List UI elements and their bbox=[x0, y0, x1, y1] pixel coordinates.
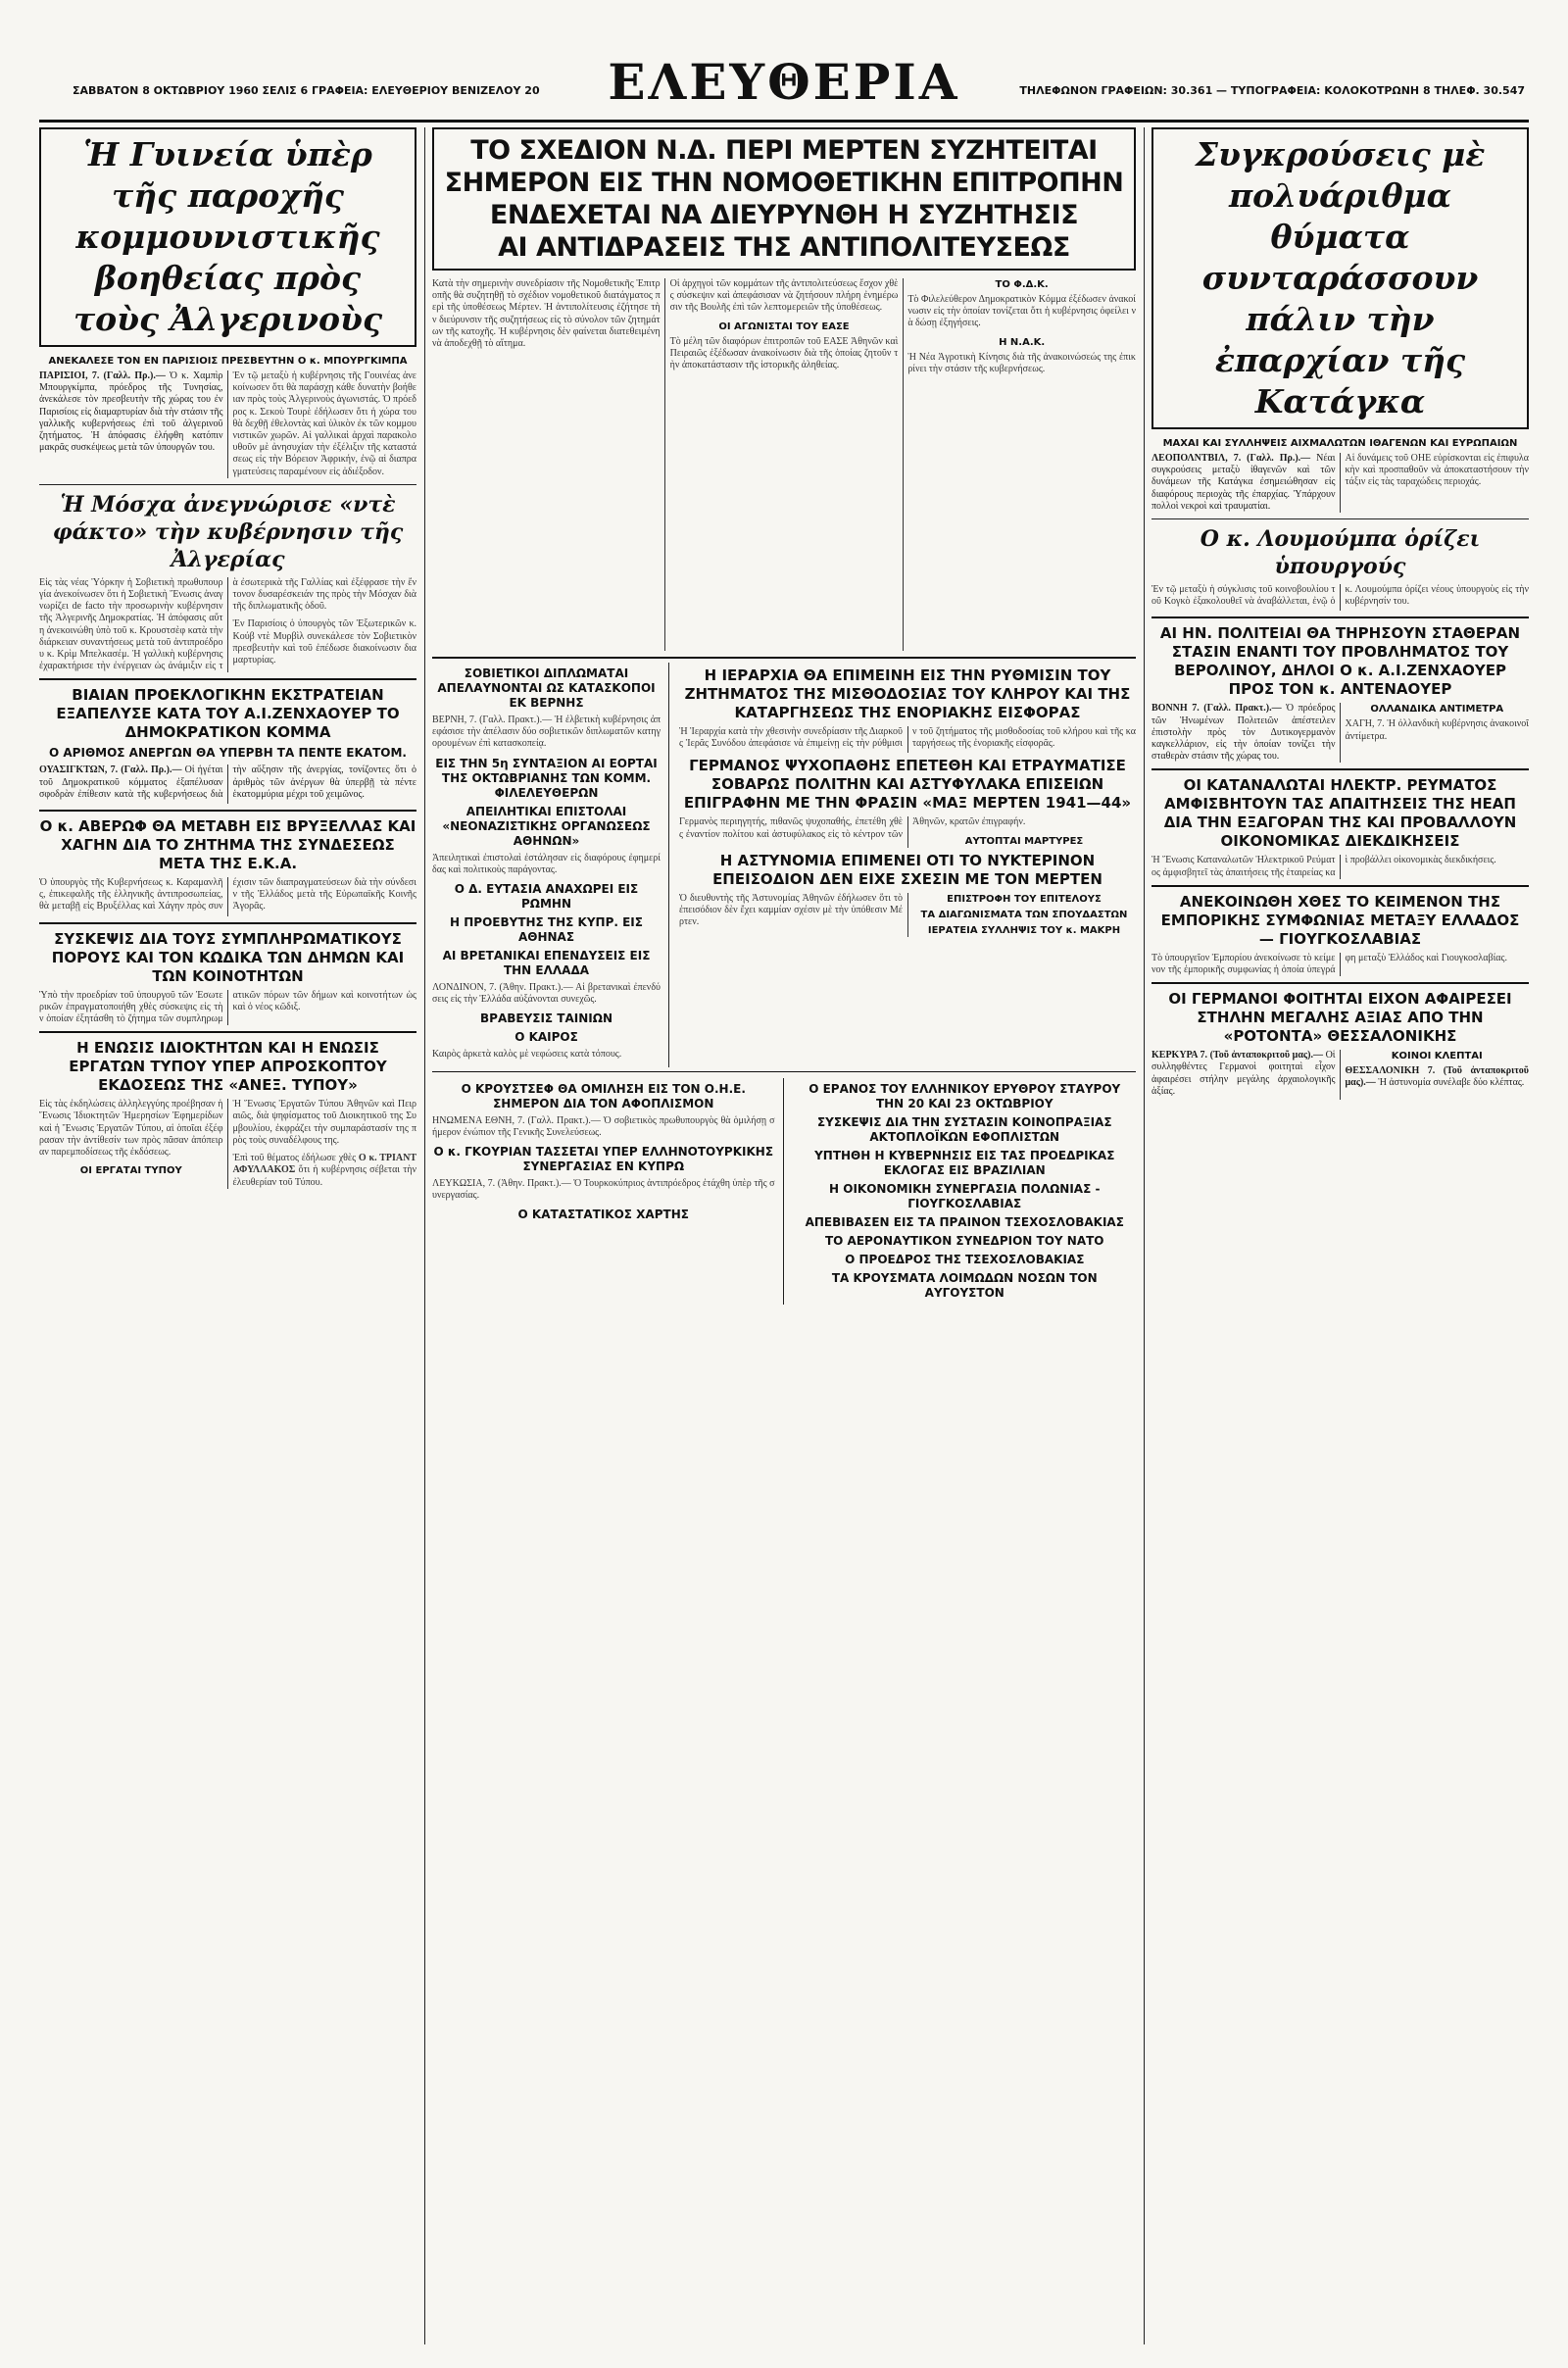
right-third-headline: ΑΙ ΗΝ. ΠΟΛΙΤΕΙΑΙ ΘΑ ΤΗΡΗΣΟΥΝ ΣΤΑΘΕΡΑΝ ΣΤΑΣΙΝ ΕΝΑΝΤΙ ΤΟΥ ΠΡΟΒΛΗΜΑΤΟΣ ΤΟΥ ΒΕΡΟΛΙΝΟΥ, ΔΗΛΟΙ Ο κ. Α.Ι.ΖΕΝΧΑΟΥΕΡ ΠΡΟΣ ΤΟΝ κ. ΑΝΤΕΝΑΟΥΕΡ bbox=[1159, 624, 1521, 699]
center-lead-line2: ΣΗΜΕΡΟΝ ΕΙΣ ΤΗΝ ΝΟΜΟΘΕΤΙΚΗΝ ΕΠΙΤΡΟΠΗΝ bbox=[444, 168, 1124, 198]
left-lead-dateline: ΠΑΡΙΣΙΟΙ, 7. (Γαλλ. Πρ.).— bbox=[39, 370, 166, 381]
left-byline: Ο κ. ΤΡΙΑΝΤΑΦΥΛΛΑΚΟΣ bbox=[232, 1153, 416, 1176]
masthead-phone-info: ΤΗΛΕΦΩΝΟΝ ΓΡΑΦΕΙΩΝ: 30.361 — ΤΥΠΟΓΡΑΦΕΙΑ: ΚΟΛΟΚΟΤΡΩΝΗ 8 ΤΗΛΕΦ. 30.547 bbox=[1019, 84, 1525, 97]
center-ierateia-headline: ΙΕΡΑΤΕΙΑ ΣΥΛΛΗΨΙΣ ΤΟΥ κ. ΜΑΚΡΗ bbox=[927, 924, 1121, 936]
center-diagonismata-headline: ΤΑ ΔΙΑΓΩΝΙΣΜΑΤΑ ΤΩΝ ΣΠΟΥΔΑΣΤΩΝ bbox=[920, 909, 1128, 920]
center-lead-body: Κατὰ τὴν σημερινὴν συνεδρίασιν τῆς Νομοθετικῆς Ἐπιτροπῆς θὰ συζητηθῇ τὸ σχέδιον νομοθετικοῦ διατάγματος περὶ τῆς ὑποθέσεως Μέρτεν. Ἡ ἀντιπολίτευσις ἐζήτησε τὴν διεύρυνσιν τῆς συζητήσεως εἰς τὸ σύνολον τῶν ζητημάτων τῆς κατοχῆς. Ἡ κυβέρνησις δὲν φαίνεται διατεθειμένη νὰ ἀποδεχθῇ τὸ αἴτημα. Οἱ ἀρχηγοὶ τῶν κομμάτων τῆς ἀντιπολιτεύσεως ἔσχον χθὲς σύσκεψιν καὶ ἀπεφάσισαν νὰ ζητήσουν πλήρη ἐνημέρωσιν τῆς Βουλῆς ἐπὶ τῶν λεπτομερειῶν τῆς ὑποθέσεως. ΟΙ ΑΓΩΝΙΣΤΑΙ ΤΟΥ ΕΑΣΕ Τὸ μέλη τῶν διαφόρων ἐπιτροπῶν τοῦ ΕΑΣΕ Ἀθηνῶν καὶ Πειραιῶς ἐξέδωσαν ἀνακοίνωσιν διὰ τῆς ὁποίας ζητοῦν τὴν ἀποκατάστασιν τῆς ἱστορικῆς ἀληθείας. ΤΟ Φ.Δ.Κ. Τὸ Φιλελεύθερον Δημοκρατικὸν Κόμμα ἐξέδωσεν ἀνακοίνωσιν εἰς τὴν ὁποίαν τονίζεται ὅτι ἡ κυβέρνησις ὀφείλει νὰ δώσῃ ἐξηγήσεις. Η Ν.Α.Κ. Ἡ Νέα Ἀγροτικὴ Κίνησις διὰ τῆς ἀνακοινώσεώς της ἐπικρίνει τὴν στάσιν τῆς κυβερνήσεως. bbox=[432, 278, 1136, 374]
masthead-date-info: ΣΑΒΒΑΤΟΝ 8 ΟΚΤΩΒΡΙΟΥ 1960 ΣΕΛΙΣ 6 ΓΡΑΦΕΙΑ: ΕΛΕΥΘΕΡΙΟΥ ΒΕΝΙΖΕΛΟΥ 20 bbox=[73, 84, 540, 97]
right-sixth-headline: ΑΝΕΚΟΙΝΩΘΗ ΧΘΕΣ ΤΟ ΚΕΙΜΕΝΟΝ ΤΗΣ ΕΜΠΟΡΙΚΗΣ ΣΥΜΦΩΝΙΑΣ ΜΕΤΑΞΥ ΕΛΛΑΔΟΣ — ΓΙΟΥΓΚΟΣΛΑΒΙΑΣ bbox=[1160, 892, 1520, 948]
right-lead-headline: Συγκρούσεις μὲ πολυάριθμα θύματα συνταράσσουν πάλιν τὴν ἐπαρχίαν τῆς Κατάγκα bbox=[1195, 135, 1486, 420]
center-kairos-headline: Ο ΚΑΙΡΟΣ bbox=[514, 1030, 578, 1045]
right-seventh-headline: ΟΙ ΓΕΡΜΑΝΟΙ ΦΟΙΤΗΤΑΙ ΕΙΧΟΝ ΑΦΑΙΡΕΣΕΙ ΣΤΗΛΗΝ ΜΕΓΑΛΗΣ ΑΞΙΑΣ ΑΠΟ ΤΗΝ «ΡΟΤΟΝΤΑ» ΘΕΣΣΑΛΟΝΙΚΗΣ bbox=[1168, 990, 1512, 1046]
right-fourth-subheadline: ΟΛΛΑΝΔΙΚΑ ΑΝΤΙΜΕΤΡΑ bbox=[1370, 704, 1504, 715]
masthead-rule bbox=[39, 120, 1529, 123]
right-lead-subheadline: ΜΑΧΑΙ ΚΑΙ ΣΥΛΛΗΨΕΙΣ ΑΙΧΜΑΛΩΤΩΝ ΙΘΑΓΕΝΩΝ ΚΑΙ ΕΥΡΩΠΑΙΩΝ bbox=[1162, 438, 1518, 449]
right-seventh-dateline: ΚΕΡΚΥΡΑ 7. (Τοῦ ἀνταποκριτοῦ μας).— bbox=[1152, 1050, 1323, 1061]
right-column bbox=[1152, 127, 1529, 2344]
mid-kroismata-headline: ΤΑ ΚΡΟΥΣΜΑΤΑ ΛΟΙΜΩΔΩΝ ΝΟΣΩΝ ΤΟΝ ΑΥΓΟΥΣΤΟΝ bbox=[831, 1270, 1098, 1300]
right-lead-dateline: ΛΕΟΠΟΛΝΤΒΙΛ, 7. (Γαλλ. Πρ.).— bbox=[1152, 453, 1311, 464]
right-third-dateline: ΒΟΝΝΗ 7. (Γαλλ. Πρακτ.).— bbox=[1152, 703, 1282, 715]
center-lower-band: Ο ΚΡΟΥΣΤΣΕΦ ΘΑ ΟΜΙΛΗΣΗ ΕΙΣ ΤΟΝ Ο.Η.Ε. ΣΗΜΕΡΟΝ ΔΙΑ ΤΟΝ ΑΦΟΠΛΙΣΜΟΝ ΗΝΩΜΕΝΑ ΕΘΝΗ, 7. (Γαλλ. Πρακτ.).— Ὁ σοβιετικὸς πρωθυπουργὸς θὰ ὁμιλήσῃ σήμερον ἐνώπιον τῆς Γενικῆς Συνελεύσεως. Ο κ. ΓΚΟΥΡΙΑΝ ΤΑΣΣΕΤΑΙ ΥΠΕΡ ΕΛΛΗΝΟΤΟΥΡΚΙΚΗΣ ΣΥΝΕΡΓΑΣΙΑΣ ΕΝ ΚΥΠΡΩ ΛΕΥΚΩΣΙΑ, 7. (Ἀθην. Πρακτ.).— Ὁ Τουρκοκύπριος ἀντιπρόεδρος ἐτάχθη ὑπὲρ τῆς συνεργασίας. Ο ΚΑΤΑΣΤΑΤΙΚΟΣ ΧΑΡΤΗΣ Ο ΕΡΑΝΟΣ ΤΟΥ ΕΛΛΗΝΙΚΟΥ ΕΡΥΘΡΟΥ ΣΤΑΥΡΟΥ ΤΗΝ 20 ΚΑΙ 23 ΟΚΤΩΒΡΙΟΥ ΣΥΣΚΕΨΙΣ ΔΙΑ ΤΗΝ ΣΥΣΤΑΣΙΝ ΚΟΙΝΟΠΡΑΞΙΑΣ ΑΚΤΟΠΛΟΪΚΩΝ ΕΦΟΠΛΙΣΤΩΝ ΥΠΤΗΘΗ Η ΚΥΒΕΡΝΗΣΙΣ ΕΙΣ ΤΑΣ ΠΡΟΕΔΡΙΚΑΣ ΕΚΛΟΓΑΣ ΕΙΣ ΒΡΑΖΙΛΙΑΝ Η ΟΙΚΟΝΟΜΙΚΗ ΣΥΝΕΡΓΑΣΙΑ ΠΟΛΩΝΙΑΣ - ΓΙΟΥΓΚΟΣΛΑΒΙΑΣ ΑΠΕΒΙΒΑΣΕΝ ΕΙΣ ΤΑ ΠΡΑΙΝΟΝ ΤΣΕΧΟΣΛΟΒΑΚΙΑΣ ΤΟ ΑΕΡΟΝΑΥΤΙΚΟΝ ΣΥΝΕΔΡΙΟΝ ΤΟΥ ΝΑΤΟ Ο ΠΡΟΕΔΡΟΣ ΤΗΣ ΤΣΕΧΟΣΛΟΒΑΚΙΑΣ ΤΑ ΚΡΟΥΣΜΑΤΑ ΛΟΙΜΩΔΩΝ ΝΟΣΩΝ ΤΟΝ ΑΥΓΟΥΣΤΟΝ bbox=[432, 1078, 1136, 1305]
left-lead-headline: Ἡ Γυινεία ὑπὲρ τῆς παροχῆς κομμουνιστικῆς βοηθείας πρὸς τοὺς Ἀλγερινοὺς bbox=[73, 135, 383, 338]
column-separator bbox=[424, 127, 425, 2344]
center-prwthevysa-headline: Η ΠΡΟΕΒΥΤΗΣ ΤΗΣ ΚΥΠΡ. ΕΙΣ ΑΘΗΝΑΣ bbox=[450, 915, 643, 945]
mid-oikonomiki-headline: Η ΟΙΚΟΝΟΜΙΚΗ ΣΥΝΕΡΓΑΣΙΑ ΠΟΛΩΝΙΑΣ - ΓΙΟΥΓΚΟΣΛΑΒΙΑΣ bbox=[829, 1181, 1101, 1210]
center-lead-line1: ΤΟ ΣΧΕΔΙΟΝ Ν.Δ. ΠΕΡΙ ΜΕΡΤΕΝ ΣΥΖΗΤΕΙΤΑΙ bbox=[470, 135, 1098, 166]
center-section-agonistai: ΟΙ ΑΓΩΝΙΣΤΑΙ ΤΟΥ ΕΑΣΕ bbox=[718, 321, 850, 332]
newspaper-title: ΕΛΕΥΘΕΡΙΑ bbox=[608, 53, 960, 111]
center-column bbox=[432, 127, 1136, 2344]
right-third-body: ΒΟΝΝΗ 7. (Γαλλ. Πρακτ.).— Ὁ πρόεδρος τῶν Ἡνωμένων Πολιτειῶν ἀπέστειλεν ἐπιστολὴν πρὸς τὸν Δυτικογερμανὸν καγκελλάριον, εἰς τὴν ὁποίαν τονίζει τὴν σταθερὰν στάσιν τῆς χώρας του. ΟΛΛΑΝΔΙΚΑ ΑΝΤΙΜΕΤΡΑ ΧΑΓΗ, 7. Ἡ ὀλλανδικὴ κυβέρνησις ἀνακοινοῖ ἀντίμετρα. bbox=[1152, 703, 1529, 763]
left-third-dateline: ΟΥΑΣΙΓΚΤΩΝ, 7. (Γαλλ. Πρ.).— bbox=[39, 765, 182, 776]
center-filevtheron-headline: ΕΙΣ ΤΗΝ 5η ΣΥΝΤΑΞΙΟΝ ΑΙ ΕΟΡΤΑΙ ΤΗΣ ΟΚΤΩΒΡΙΑΝΗΣ ΤΩΝ ΚΟΜΜ. ΦΙΛΕΛΕΥΘΕΡΩΝ bbox=[435, 756, 658, 800]
center-kroustsef-headline: Ο ΚΡΟΥΣΤΣΕΦ ΘΑ ΟΜΙΛΗΣΗ ΕΙΣ ΤΟΝ Ο.Η.Ε. ΣΗΜΕΡΟΝ ΔΙΑ ΤΟΝ ΑΦΟΠΛΙΣΜΟΝ bbox=[461, 1081, 746, 1110]
center-section-fdk: ΤΟ Φ.Δ.Κ. bbox=[995, 279, 1049, 290]
left-fifth-headline: ΣΥΣΚΕΨΙΣ ΔΙΑ ΤΟΥΣ ΣΥΜΠΛΗΡΩΜΑΤΙΚΟΥΣ ΠΟΡΟΥΣ ΚΑΙ ΤΟΝ ΚΩΔΙΚΑ ΤΩΝ ΔΗΜΩΝ ΚΑΙ ΤΩΝ ΚΟΙΝΟΤΗΤΩΝ bbox=[51, 929, 405, 985]
center-middle-band: ΣΟΒΙΕΤΙΚΟΙ ΔΙΠΛΩΜΑΤΑΙ ΑΠΕΛΑΥΝΟΝΤΑΙ ΩΣ ΚΑΤΑΣΚΟΠΟΙ ΕΚ ΒΕΡΝΗΣ ΒΕΡΝΗ, 7. (Γαλλ. Πρακτ.).— Ἡ ἐλβετικὴ κυβέρνησις ἀπεφάσισε τὴν ἀπέλασιν δύο σοβιετικῶν διπλωματῶν κατηγορουμένων ἐπὶ κατασκοπείᾳ. ΕΙΣ ΤΗΝ 5η ΣΥΝΤΑΞΙΟΝ ΑΙ ΕΟΡΤΑΙ ΤΗΣ ΟΚΤΩΒΡΙΑΝΗΣ ΤΩΝ ΚΟΜΜ. ΦΙΛΕΛΕΥΘΕΡΩΝ ΑΠΕΙΛΗΤΙΚΑΙ ΕΠΙΣΤΟΛΑΙ «ΝΕΟΝΑΖΙΣΤΙΚΗΣ ΟΡΓΑΝΩΣΕΩΣ ΑΘΗΝΩΝ» Ἀπειλητικαὶ ἐπιστολαὶ ἐστάλησαν εἰς διαφόρους ἐφημερίδας καὶ πολιτικοὺς παράγοντας. Ο Δ. ΕΥΤΑΣΙΑ ΑΝΑΧΩΡΕΙ ΕΙΣ ΡΩΜΗΝ Η ΠΡΟΕΒΥΤΗΣ ΤΗΣ ΚΥΠΡ. ΕΙΣ ΑΘΗΝΑΣ ΑΙ ΒΡΕΤΑΝΙΚΑΙ ΕΠΕΝΔΥΣΕΙΣ ΕΙΣ ΤΗΝ ΕΛΛΑΔΑ ΛΟΝΔΙΝΟΝ, 7. (Ἀθην. Πρακτ.).— Αἱ βρετανικαὶ ἐπενδύσεις εἰς τὴν Ἑλλάδα αὐξάνονται συνεχῶς. ΒΡΑΒΕΥΣΙΣ ΤΑΙΝΙΩΝ Ο ΚΑΙΡΟΣ Καιρὸς ἀρκετὰ καλὸς μὲ νεφώσεις κατὰ τόπους. Η ΙΕΡΑΡΧΙΑ ΘΑ ΕΠΙΜΕΙΝΗ ΕΙΣ ΤΗΝ ΡΥΘΜΙΣΙΝ ΤΟΥ ΖΗΤΗΜΑΤΟΣ ΤΗΣ ΜΙΣΘΟΔΟΣΙΑΣ ΤΟΥ ΚΛΗΡΟΥ ΚΑΙ ΤΗΣ ΚΑΤΑΡΓΗΣΕΩΣ ΤΗΣ ΕΝΟΡΙΑΚΗΣ ΕΙΣΦΟΡΑΣ Ἡ Ἱεραρχία κατὰ τὴν χθεσινὴν συνεδρίασιν τῆς Διαρκοῦς Ἱερᾶς Συνόδου ἀπεφάσισε νὰ ἐπιμείνῃ εἰς τὴν ρύθμισιν τοῦ ζητήματος τῆς μισθοδοσίας τοῦ κλήρου καὶ τῆς καταργήσεως τῆς ἐνοριακῆς εἰσφορᾶς. ΓΕΡΜΑΝΟΣ ΨΥΧΟΠΑΘΗΣ ΕΠΕΤΕΘΗ ΚΑΙ ΕΤΡΑΥΜΑΤΙΣΕ ΣΟΒΑΡΩΣ ΠΟΛΙΤΗΝ ΚΑΙ ΑΣΤΥΦΥΛΑΚΑ ΕΠΙΣΕΙΩΝ ΕΠΙΓΡΑΦΗΝ ΜΕ ΤΗΝ ΦΡΑΣΙΝ «ΜΑΞ ΜΕΡΤΕΝ 1941—44» Γερμανὸς περιηγητής, πιθανῶς ψυχοπαθής, ἐπετέθη χθὲς ἐναντίον πολίτου καὶ ἀστυφύλακος εἰς τὸ κέντρον τῶν Ἀθηνῶν, κρατῶν ἐπιγραφήν. ΑΥΤΟΠΤΑΙ ΜΑΡΤΥΡΕΣ Η ΑΣΤΥΝΟΜΙΑ ΕΠΙΜΕΝΕΙ ΟΤΙ ΤΟ ΝΥΚΤΕΡΙΝΟΝ ΕΠΕΙΣΟΔΙΟΝ ΔΕΝ ΕΙΧΕ ΣΧΕΣΙΝ ΜΕ ΤΟΝ ΜΕΡΤΕΝ Ὁ διευθυντὴς τῆς Ἀστυνομίας Ἀθηνῶν ἐδήλωσεν ὅτι τὸ ἐπεισόδιον δὲν ἔχει καμμίαν σχέσιν μὲ τὴν ὑπόθεσιν Μέρτεν. ΕΠΙΣΤΡΟΦΗ ΤΟΥ ΕΠΙΤΕΛΟΥΣ ΤΑ ΔΙΑΓΩΝΙΣΜΑΤΑ ΤΩΝ ΣΠΟΥΔΑΣΤΩΝ ΙΕΡΑΤΕΙΑ ΣΥΛΛΗΨΙΣ ΤΟΥ κ. ΜΑΚΡΗ bbox=[432, 657, 1136, 1072]
right-fifth-headline: ΟΙ ΚΑΤΑΝΑΛΩΤΑΙ ΗΛΕΚΤΡ. ΡΕΥΜΑΤΟΣ ΑΜΦΙΣΒΗΤΟΥΝ ΤΑΣ ΑΠΑΙΤΗΣΕΙΣ ΤΗΣ ΗΕΑΠ ΔΙΑ ΤΗΝ ΕΞΑΓΟΡΑΝ ΤΗΣ ΚΑΙ ΠΡΟΒΑΛΛΟΥΝ ΟΙΚΟΝΟΜΙΚΑΣ ΔΙΕΚΔΙΚΗΣΕΙΣ bbox=[1163, 776, 1517, 851]
center-sovietikoi-headline: ΣΟΒΙΕΤΙΚΟΙ ΔΙΠΛΩΜΑΤΑΙ ΑΠΕΛΑΥΝΟΝΤΑΙ ΩΣ ΚΑΤΑΣΚΟΠΟΙ ΕΚ ΒΕΡΝΗΣ bbox=[437, 666, 656, 710]
center-epistrofi-headline: ΕΠΙΣΤΡΟΦΗ ΤΟΥ ΕΠΙΤΕΛΟΥΣ bbox=[947, 893, 1102, 905]
center-katastatikos-headline: Ο ΚΑΤΑΣΤΑΤΙΚΟΣ ΧΑΡΤΗΣ bbox=[517, 1208, 689, 1222]
mid-kyverniseis-headline: ΥΠΤΗΘΗ Η ΚΥΒΕΡΝΗΣΙΣ ΕΙΣ ΤΑΣ ΠΡΟΕΔΡΙΚΑΣ ΕΚΛΟΓΑΣ ΕΙΣ ΒΡΑΖΙΛΙΑΝ bbox=[814, 1148, 1115, 1177]
mid-proedros-headline: Ο ΠΡΟΕΔΡΟΣ ΤΗΣ ΤΣΕΧΟΣΛΟΒΑΚΙΑΣ bbox=[845, 1252, 1085, 1266]
left-third-headline: ΒΙΑΙΑΝ ΠΡΟΕΚΛΟΓΙΚΗΝ ΕΚΣΤΡΑΤΕΙΑΝ ΕΞΑΠΕΛΥΣΕ ΚΑΤΑ ΤΟΥ Α.Ι.ΖΕΝΧΑΟΥΕΡ ΤΟ ΔΗΜΟΚΡΑΤΙΚΟΝ ΚΟΜΜΑ bbox=[56, 686, 400, 742]
masthead bbox=[39, 53, 1529, 116]
left-fourth-headline: Ο κ. ΑΒΕΡΩΦ ΘΑ ΜΕΤΑΒΗ ΕΙΣ ΒΡΥΞΕΛΛΑΣ ΚΑΙ ΧΑΓΗΝ ΔΙΑ ΤΟ ΖΗΤΗΜΑ ΤΗΣ ΣΥΝΔΕΣΕΩΣ ΜΕΤΑ ΤΗΣ Ε.Κ.Α. bbox=[39, 817, 416, 873]
right-lead-body: ΛΕΟΠΟΛΝΤΒΙΛ, 7. (Γαλλ. Πρ.).— Νέαι συγκρούσεις μεταξὺ ἰθαγενῶν καὶ τῶν δυνάμεων τῆς Κατάγκα ἐσημειώθησαν εἰς διαφόρους περιοχὰς τῆς ἐπαρχίας. Ὑπάρχουν πολλοὶ νεκροὶ καὶ τραυματίαι. Αἱ δυνάμεις τοῦ ΟΗΕ εὑρίσκονται εἰς ἐπιφυλακὴν καὶ προσπαθοῦν νὰ ἀποκαταστήσουν τὴν τάξιν εἰς τὰς ταραχώδεις περιοχάς. bbox=[1152, 453, 1529, 512]
left-third-body: ΟΥΑΣΙΓΚΤΩΝ, 7. (Γαλλ. Πρ.).— Οἱ ἡγέται τοῦ Δημοκρατικοῦ κόμματος ἐξαπέλυσαν σφοδρὰν ἐπίθεσιν κατὰ τῆς κυβερνήσεως διὰ τὴν αὔξησιν τῆς ἀνεργίας, τονίζοντες ὅτι ὁ ἀριθμὸς τῶν ἀνέργων θὰ ὑπερβῇ τὰ πέντε ἑκατομμύρια μέχρι τοῦ χειμῶνος. bbox=[39, 765, 416, 800]
right-seventh-body: ΚΕΡΚΥΡΑ 7. (Τοῦ ἀνταποκριτοῦ μας).— Οἱ συλληφθέντες Γερμανοὶ φοιτηταὶ εἶχον ἀφαιρέσει στήλην μεγάλης ἀρχαιολογικῆς ἀξίας. ΚΟΙΝΟΙ ΚΛΕΠΤΑΙ ΘΕΣΣΑΛΟΝΙΚΗ 7. (Τοῦ ἀνταποκριτοῦ μας).— Ἡ ἀστυνομία συνέλαβε δύο κλέπτας. bbox=[1152, 1050, 1529, 1097]
right-kinoi-kleptai: ΚΟΙΝΟΙ ΚΛΕΠΤΑΙ bbox=[1391, 1051, 1483, 1062]
left-column bbox=[39, 127, 416, 2344]
center-apeilitikai-headline: ΑΠΕΙΛΗΤΙΚΑΙ ΕΠΙΣΤΟΛΑΙ «ΝΕΟΝΑΖΙΣΤΙΚΗΣ ΟΡΓΑΝΩΣΕΩΣ ΑΘΗΝΩΝ» bbox=[442, 804, 651, 848]
mid-apevisesan-headline: ΑΠΕΒΙΒΑΣΕΝ ΕΙΣ ΤΑ ΠΡΑΙΝΟΝ ΤΣΕΧΟΣΛΟΒΑΚΙΑΣ bbox=[805, 1214, 1124, 1229]
center-vretannikai-headline: ΑΙ ΒΡΕΤΑΝΙΚΑΙ ΕΠΕΝΔΥΣΕΙΣ ΕΙΣ ΤΗΝ ΕΛΛΑΔΑ bbox=[442, 949, 651, 978]
lead-story-box-right bbox=[1152, 127, 1529, 429]
left-sixth-headline: Η ΕΝΩΣΙΣ ΙΔΙΟΚΤΗΤΩΝ ΚΑΙ Η ΕΝΩΣΙΣ ΕΡΓΑΤΩΝ ΤΥΠΟΥ ΥΠΕΡ ΑΠΡΟΣΚΟΠΤΟΥ ΕΚΔΟΣΕΩΣ ΤΗΣ «ΑΝΕΞ. ΤΥΠΟΥ» bbox=[69, 1039, 387, 1095]
lead-story-box-left bbox=[39, 127, 416, 347]
right-second-body: Ἐν τῷ μεταξὺ ἡ σύγκλισις τοῦ κοινοβουλίου τοῦ Κογκὸ ἐξακολουθεῖ νὰ ἀναβάλλεται, ἐνῷ ὁ κ. Λουμούμπα ὁρίζει νέους ὑπουργοὺς εἰς τὴν κυβέρνησίν του. bbox=[1152, 584, 1529, 608]
center-germanos-headline: ΓΕΡΜΑΝΟΣ ΨΥΧΟΠΑΘΗΣ ΕΠΕΤΕΘΗ ΚΑΙ ΕΤΡΑΥΜΑΤΙΣΕ ΣΟΒΑΡΩΣ ΠΟΛΙΤΗΝ ΚΑΙ ΑΣΤΥΦΥΛΑΚΑ ΕΠΙΣΕΙΩΝ ΕΠΙΓΡΑΦΗΝ ΜΕ ΤΗΝ ΦΡΑΣΙΝ «ΜΑΞ ΜΕΡΤΕΝ 1941—44» bbox=[683, 757, 1132, 813]
center-ierarchia-headline: Η ΙΕΡΑΡΧΙΑ ΘΑ ΕΠΙΜΕΙΝΗ ΕΙΣ ΤΗΝ ΡΥΘΜΙΣΙΝ ΤΟΥ ΖΗΤΗΜΑΤΟΣ ΤΗΣ ΜΙΣΘΟΔΟΣΙΑΣ ΤΟΥ ΚΛΗΡΟΥ ΚΑΙ ΤΗΣ ΚΑΤΑΡΓΗΣΕΩΣ ΤΗΣ ΕΝΟΡΙΑΚΗΣ ΕΙΣΦΟΡΑΣ bbox=[684, 666, 1131, 721]
center-lead-box bbox=[432, 127, 1136, 271]
left-lead-subheadline: ΑΝΕΚΑΛΕΣΕ ΤΟΝ ΕΝ ΠΑΡΙΣΙΟΙΣ ΠΡΕΣΒΕΥΤΗΝ Ο κ. ΜΠΟΥΡΓΚΙΜΠΑ bbox=[48, 356, 408, 367]
center-astynomia-headline: Η ΑΣΤΥΝΟΜΙΑ ΕΠΙΜΕΝΕΙ ΟΤΙ ΤΟ ΝΥΚΤΕΡΙΝΟΝ ΕΠΕΙΣΟΔΙΟΝ ΔΕΝ ΕΙΧΕ ΣΧΕΣΙΝ ΜΕ ΤΟΝ ΜΕΡΤΕΝ bbox=[712, 851, 1102, 888]
center-autoptai-headline: ΑΥΤΟΠΤΑΙ ΜΑΡΤΥΡΕΣ bbox=[964, 835, 1084, 847]
right-fifth-body: Ἡ Ἕνωσις Καταναλωτῶν Ἠλεκτρικοῦ Ρεύματος ἀμφισβητεῖ τὰς ἀπαιτήσεις τῆς ἑταιρείας καὶ προβάλλει οἰκονομικὰς διεκδικήσεις. bbox=[1152, 855, 1496, 878]
center-lead-line4: ΑΙ ΑΝΤΙΔΡΑΣΕΙΣ ΤΗΣ ΑΝΤΙΠΟΛΙΤΕΥΣΕΩΣ bbox=[498, 232, 1070, 263]
center-gkourian-headline: Ο κ. ΓΚΟΥΡΙΑΝ ΤΑΣΣΕΤΑΙ ΥΠΕΡ ΕΛΛΗΝΟΤΟΥΡΚΙΚΗΣ ΣΥΝΕΡΓΑΣΙΑΣ ΕΝ ΚΥΠΡΩ bbox=[433, 1145, 774, 1174]
left-sixth-subheadline: ΟΙ ΕΡΓΑΤΑΙ ΤΥΠΟΥ bbox=[79, 1165, 182, 1177]
left-second-body: Εἰς τὰς νέας Ὑόρκην ἡ Σοβιετικὴ πρωθυπουργία ἀνεκοίνωσεν ὅτι ἡ Σοβιετικὴ Ἕνωσις ἀναγνωρίζει de facto τὴν προσωρινὴν κυβέρνησιν τῆς Ἀλγερινῆς Δημοκρατίας. Ἡ ἀπόφασις αὕτη ἀνεκοινώθη ὑπὸ τοῦ κ. Κρουστσὲφ κατὰ τὴν διάρκειαν συναντήσεως μετὰ τοῦ ἀντιπροέδρου κ. Κρὶμ Μπελκασέμ. Ἡ γαλλικὴ κυβέρνησις ἐχαρακτήρισε τὴν ἐνέργειαν ὡς ἀνάμιξιν εἰς τὰ ἐσωτερικὰ τῆς Γαλλίας καὶ ἐξέφρασε τὴν ἔντονον δυσαρέσκειάν της πρὸς τὴν Μόσχαν διὰ τῆς διπλωματικῆς ὁδοῦ. Ἐν Παρισίοις ὁ ὑπουργὸς τῶν Ἐξωτερικῶν κ. Κούβ ντὲ Μυρβὶλ συνεκάλεσε τὸν Σοβιετικὸν πρεσβευτὴν καὶ τοῦ ἐπέδωσε διακοίνωσιν διαμαρτυρίας. bbox=[39, 576, 416, 672]
center-section-nak: Η Ν.Α.Κ. bbox=[999, 336, 1046, 348]
center-eytasia-headline: Ο Δ. ΕΥΤΑΣΙΑ ΑΝΑΧΩΡΕΙ ΕΙΣ ΡΩΜΗΝ bbox=[454, 882, 639, 912]
right-sixth-body: Τὸ ὑπουργεῖον Ἐμπορίου ἀνεκοίνωσε τὸ κείμενον τῆς ἐμπορικῆς συμφωνίας ἡ ὁποία ὑπεγράφη μεταξὺ Ἑλλάδος καὶ Γιουγκοσλαβίας. bbox=[1152, 952, 1507, 976]
center-lead-line3: ΕΝΔΕΧΕΤΑΙ ΝΑ ΔΙΕΥΡΥΝΘΗ Η ΣΥΖΗΤΗΣΙΣ bbox=[489, 200, 1079, 230]
mid-syskepsis-headline: ΣΥΣΚΕΨΙΣ ΔΙΑ ΤΗΝ ΣΥΣΤΑΣΙΝ ΚΟΙΝΟΠΡΑΞΙΑΣ ΑΚΤΟΠΛΟΪΚΩΝ ΕΦΟΠΛΙΣΤΩΝ bbox=[816, 1114, 1112, 1144]
left-lead-body: ΠΑΡΙΣΙΟΙ, 7. (Γαλλ. Πρ.).— Ὁ κ. Χαμπὶρ Μπουργκίμπα, πρόεδρος τῆς Τυνησίας, ἀνεκάλεσε τὸν πρεσβευτὴν τῆς χώρας του ἐν Παρισίοις εἰς διαμαρτυρίαν διὰ τὴν στάσιν τῆς γαλλικῆς κυβερνήσεως ἐπὶ τοῦ ἀλγερινοῦ ζητήματος. Ἡ ἀπόφασις ἐλήφθη κατόπιν μακρᾶς συσκέψεως μετὰ τῶν ὑπουργῶν του. Ἐν τῷ μεταξὺ ἡ κυβέρνησις τῆς Γουινέας ἀνεκοίνωσεν ὅτι θὰ παράσχῃ κάθε δυνατὴν βοήθειαν πρὸς τοὺς Ἀλγερινοὺς ἀγωνιστάς. Ὁ πρόεδρος κ. Σεκοὺ Τουρὲ ἐδήλωσεν ὅτι ἡ χώρα του θὰ δεχθῇ ἐθελοντὰς καὶ ὑλικὸν ἐκ τῶν κομμουνιστικῶν χωρῶν. Αἱ γαλλικαὶ ἀρχαὶ παρακολουθοῦν μὲ ἀνησυχίαν τὴν ἐξέλιξιν τῆς καταστάσεως εἰς τὴν Βόρειον Ἀφρικήν, ἐνῷ αἱ διαπραγματεύσεις παραμένουν εἰς ἀδιέξοδον. bbox=[39, 370, 416, 477]
left-fourth-body: Ὁ ὑπουργὸς τῆς Κυβερνήσεως κ. Καραμανλῆς, ἐπικεφαλῆς τῆς ἑλληνικῆς ἀντιπροσωπείας, θὰ μεταβῇ εἰς Βρυξέλλας καὶ Χάγην πρὸς συνέχισιν τῶν διαπραγματεύσεων διὰ τὴν σύνδεσιν τῆς Ἑλλάδος μετὰ τῆς Εὐρωπαϊκῆς Κοινῆς Ἀγορᾶς. bbox=[39, 877, 416, 913]
left-fifth-body: Ὑπὸ τὴν προεδρίαν τοῦ ὑπουργοῦ τῶν Ἐσωτερικῶν ἐπραγματοποιήθη χθὲς σύσκεψις εἰς τὴν ὁποίαν ἐξητάσθη τὸ ζήτημα τῶν συμπληρωματικῶν πόρων τῶν δήμων καὶ κοινοτήτων ὡς καὶ ὁ νέος κῶδιξ. bbox=[39, 989, 416, 1025]
column-separator bbox=[1144, 127, 1145, 2344]
center-vravevsis-headline: ΒΡΑΒΕΥΣΙΣ ΤΑΙΝΙΩΝ bbox=[480, 1011, 612, 1026]
right-second-headline: Ο κ. Λουμούμπα ὁρίζει ὑπουργούς bbox=[1200, 526, 1481, 580]
right-kinoi-dateline: ΘΕΣΣΑΛΟΝΙΚΗ 7. (Τοῦ ἀνταποκριτοῦ μας).— bbox=[1345, 1065, 1529, 1089]
left-third-subheadline: Ο ΑΡΙΘΜΟΣ ΑΝΕΡΓΩΝ ΘΑ ΥΠΕΡΒΗ ΤΑ ΠΕΝΤΕ ΕΚΑΤΟΜ. bbox=[49, 746, 407, 761]
mid-aerona-headline: ΤΟ ΑΕΡΟΝΑΥΤΙΚΟΝ ΣΥΝΕΔΡΙΟΝ ΤΟΥ ΝΑΤΟ bbox=[824, 1233, 1104, 1248]
mid-eranos-headline: Ο ΕΡΑΝΟΣ ΤΟΥ ΕΛΛΗΝΙΚΟΥ ΕΡΥΘΡΟΥ ΣΤΑΥΡΟΥ ΤΗΝ 20 ΚΑΙ 23 ΟΚΤΩΒΡΙΟΥ bbox=[808, 1081, 1121, 1110]
left-second-headline: Ἡ Μόσχα ἀνεγνώρισε «ντὲ φάκτο» τὴν κυβέρνησιν τῆς Ἀλγερίας bbox=[52, 491, 404, 572]
left-sixth-body: Εἰς τὰς ἐκδηλώσεις ἀλληλεγγύης προέβησαν ἡ Ἕνωσις Ἰδιοκτητῶν Ἡμερησίων Ἐφημερίδων καὶ ἡ Ἕνωσις Ἐργατῶν Τύπου, αἱ ὁποῖαι ἐξέφρασαν τὴν ἀντίθεσίν των πρὸς πᾶσαν ἀπόπειραν παρεμποδίσεως τῆς ἐκδόσεως. ΟΙ ΕΡΓΑΤΑΙ ΤΥΠΟΥ Ἡ Ἕνωσις Ἐργατῶν Τύπου Ἀθηνῶν καὶ Πειραιῶς, διὰ ψηφίσματος τοῦ Διοικητικοῦ της Συμβουλίου, ἐκφράζει τὴν συμπαράστασίν της πρὸς τοὺς συναδέλφους της. Ἐπὶ τοῦ θέματος ἐδήλωσε χθὲς Ο κ. ΤΡΙΑΝΤΑΦΥΛΛΑΚΟΣ ὅτι ἡ κυβέρνησις σέβεται τὴν ἐλευθερίαν τοῦ Τύπου. bbox=[39, 1099, 416, 1188]
